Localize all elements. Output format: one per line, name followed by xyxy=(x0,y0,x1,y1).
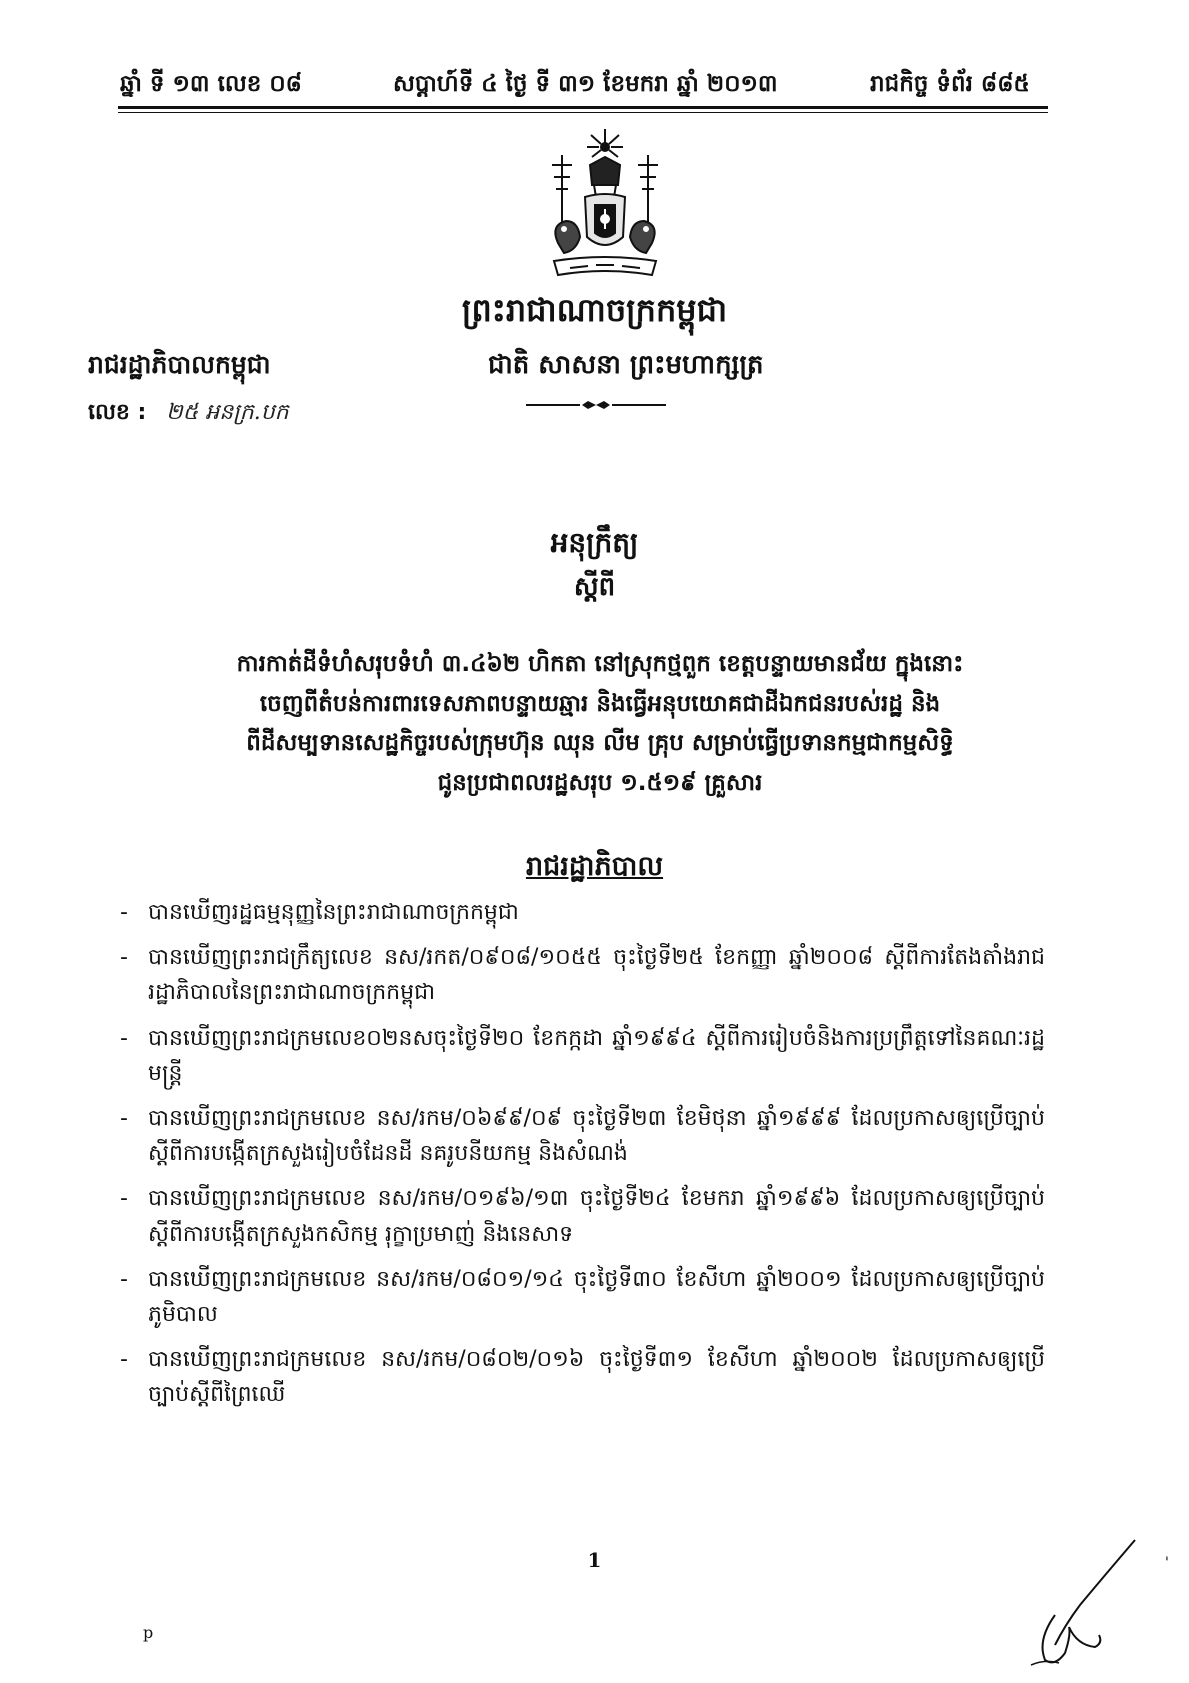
list-bullet: - xyxy=(120,1266,128,1292)
list-item-text: បានឃើញព្រះរាជក្រមលេខ នស/រកម/០៨០១/១៤ ចុះថ្ងៃទី៣០ ខែសីហា ឆ្នាំ២០០១ ដែលប្រកាសឲ្យប្រើច្បាប់ភូមិបាល xyxy=(148,1266,1045,1327)
list-bullet: - xyxy=(120,1347,128,1373)
issuing-government: រាជរដ្ឋាភិបាលកម្ពុជា xyxy=(88,350,271,379)
gazette-year-issue: ឆ្នាំ ទី ១៣ លេខ ០៨ xyxy=(120,71,302,97)
gazette-page-ref: រាជកិច្ច ទំព័រ ៨៨៥ xyxy=(870,71,1030,97)
government-heading: រាជរដ្ឋាភិបាល xyxy=(525,851,664,882)
document-about: ស្តីពី xyxy=(573,572,616,602)
list-item xyxy=(120,895,1045,930)
reference-prefix: លេខ : xyxy=(88,400,147,425)
list-item xyxy=(120,1181,1045,1251)
subject-line: ជូនប្រជាពលរដ្ឋសរុប ១.៥១៩ គ្រួសារ xyxy=(437,769,763,796)
list-item-text: បានឃើញព្រះរាជក្រមលេខ នស/រកម/០៦៩៩/០៩ ចុះថ្ងៃទី២៣ ខែមិថុនា ឆ្នាំ១៩៩៩ ដែលប្រកាសឲ្យប្រើច្បាប់ស្តីពីការបង្កើតក្រសួងរៀបចំដែនដី នគរូបនីយកម្ម និងសំណង់ xyxy=(148,1105,1045,1167)
list-bullet: - xyxy=(120,1025,128,1051)
list-bullet: - xyxy=(120,945,128,971)
list-item xyxy=(120,940,1045,1010)
subject-line: ពីដីសម្បទានសេដ្ឋកិច្ចរបស់ក្រុមហ៊ុន ឈុន លីម គ្រុប សម្រាប់ធ្វើប្រទានកម្មជាកម្មសិទ្ធិ xyxy=(246,730,954,757)
list-item xyxy=(120,1342,1045,1412)
list-item xyxy=(120,1101,1045,1171)
list-item-text: បានឃើញព្រះរាជក្រឹត្យលេខ នស/រកត/០៩០៨/១០៥៥ ចុះថ្ងៃទី២៥ ខែកញ្ញា ឆ្នាំ២០០៨ ស្តីពីការតែងតាំងរាជរដ្ឋាភិបាលនៃព្រះរាជាណាចក្រកម្ពុជា xyxy=(148,945,1045,1006)
reference-number xyxy=(88,398,289,430)
subject-line: ចេញពីតំបន់ការពារទេសភាពបន្ទាយឆ្មារ និងធ្វើអនុបយោគជាដីឯកជនរបស់រដ្ឋ និង xyxy=(259,690,941,717)
ornament-divider-icon xyxy=(526,400,666,410)
page-number: 1 xyxy=(587,1548,602,1572)
reference-value: ២៥ អនក្រ.បក xyxy=(166,400,289,425)
royal-emblem-icon xyxy=(540,125,670,285)
list-item-text: បានឃើញព្រះរាជក្រមលេខ នស/រកម/០១៩៦/១៣ ចុះថ្ងៃទី២៤ ខែមករា ឆ្នាំ១៩៩៦ ដែលប្រកាសឲ្យប្រើច្បាប់ ស្តីពីការបង្កើតក្រសួងកសិកម្ម រុក្ខាប្រមាញ់ និងនេសាទ xyxy=(148,1186,1045,1247)
list-item-text: បានឃើញរដ្ឋធម្មនុញ្ញនៃព្រះរាជាណាចក្រកម្ពុជា xyxy=(148,900,519,925)
document-type: អនុក្រឹត្យ xyxy=(550,526,639,559)
considerations-list xyxy=(120,895,1045,1422)
corner-mark: p xyxy=(143,1623,154,1642)
list-item xyxy=(120,1262,1045,1332)
kingdom-title: ព្រះរាជាណាចក្រកម្ពុជា xyxy=(461,291,728,329)
subject-line: ការកាត់ដីទំហំសរុបទំហំ ៣.៤៦២ ហិកតា នៅស្រុកថ្មពួក ខេត្តបន្ទាយមានជ័យ ក្នុងនោះ xyxy=(236,651,964,677)
gazette-date: សប្តាហ៍ទី ៤ ថ្ងៃ ទី ៣១ ខែមករា ឆ្នាំ ២០១៣ xyxy=(393,71,778,97)
signature-icon xyxy=(1025,1535,1155,1670)
margin-tick: ' xyxy=(1165,1555,1169,1571)
list-item-text: បានឃើញព្រះរាជក្រមលេខ នស/រកម/០៨០២/០១៦ ចុះថ្ងៃទី៣១ ខែសីហា ឆ្នាំ២០០២ ដែលប្រកាសឲ្យប្រើច្បាប់ស្តីពីព្រៃឈើ xyxy=(148,1347,1045,1408)
header-rule-thin xyxy=(118,112,1048,113)
list-item-text: បានឃើញព្រះរាជក្រមលេខ០២នសចុះថ្ងៃទី២០ ខែកក្កដា ឆ្នាំ១៩៩៤ ស្តីពីការរៀបចំនិងការប្រព្រឹត្តទៅនៃគណៈរដ្ឋមន្ត្រី xyxy=(148,1025,1045,1086)
list-bullet: - xyxy=(120,900,128,925)
list-item xyxy=(120,1021,1045,1091)
header-rule-thick xyxy=(118,106,1048,109)
list-bullet: - xyxy=(120,1186,128,1212)
list-bullet: - xyxy=(120,1105,128,1131)
national-motto: ជាតិ សាសនា ព្រះមហាក្សត្រ xyxy=(488,350,764,380)
document-subject xyxy=(160,645,1040,803)
